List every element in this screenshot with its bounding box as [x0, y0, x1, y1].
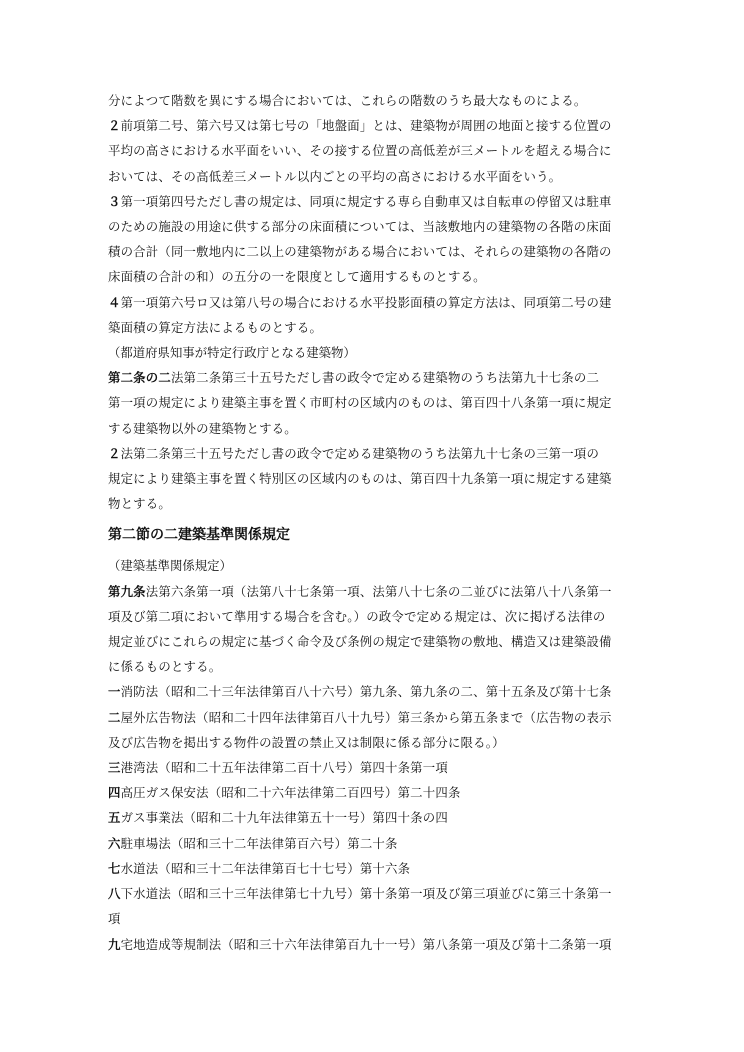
list-item-continuation: 及び広告物を掲出する物件の設置の禁止又は制限に係る部分に限る。）	[108, 734, 505, 750]
paragraph-line: 分によつて階数を異にする場合においては、これらの階数のうち最大なものによる。	[108, 93, 587, 108]
item-text: 水道法（昭和三十二年法律第百七十七号）第十六条	[120, 860, 411, 876]
item-text: 港湾法（昭和二十五年法律第二百十八号）第四十条第一項	[120, 760, 448, 776]
list-item	[108, 679, 636, 704]
paragraph-line	[108, 290, 636, 315]
article-line: 第一項の規定により建築主事を置く市町村の区域内のものは、第百四十八条第一項に規定	[108, 395, 612, 411]
item-number: 九	[108, 936, 121, 952]
item-number: 六	[108, 835, 121, 851]
paragraph-text: 第一項第六号ロ又は第八号の場合における水平投影面積の算定方法は、同項第二号の建	[120, 294, 612, 310]
article-caption: （建築基準関係規定）	[108, 558, 232, 574]
paragraph-line: 物とする。	[108, 496, 171, 512]
section-heading: 第二節の二建築基準関係規定	[108, 527, 290, 544]
item-number: 八	[108, 886, 121, 902]
paragraph-number: ４	[108, 294, 121, 310]
paragraph-number: ３	[108, 193, 121, 209]
item-text: 駐車場法（昭和三十二年法律第百六号）第二十条	[120, 835, 398, 851]
paragraph-line: 規定により建築主事を置く特別区の区域内のものは、第百四十九条第一項に規定する建築	[108, 471, 612, 487]
paragraph-line: おいては、その高低差三メートル以内ごとの平均の高さにおける水平面をいう。	[108, 168, 562, 184]
article-line: 項及び第二項において準用する場合を含む。）の政令で定める規定は、次に掲げる法律の	[108, 608, 606, 624]
item-text: 消防法（昭和二十三年法律第百八十六号）第九条、第九条の二、第十五条及び第十七条	[120, 684, 612, 700]
article-line	[108, 579, 636, 604]
paragraph-line: 平均の高さにおける水平面をいい、その接する位置の高低差が三メートルを超える場合に	[108, 143, 612, 159]
list-item	[108, 705, 636, 730]
paragraph-line	[108, 441, 636, 466]
article-line: に係るものとする。	[108, 659, 222, 675]
paragraph-line: のための施設の用途に供する部分の床面積については、当該敷地内の建築物の各階の床面	[108, 219, 612, 235]
document-page	[108, 88, 636, 957]
article-line: する建築物以外の建築物とする。	[108, 420, 297, 436]
list-item	[108, 881, 636, 906]
paragraph-text: 第一項第四号ただし書の規定は、同項に規定する専ら自動車又は自転車の停留又は駐車	[120, 193, 612, 209]
item-number: 四	[108, 785, 121, 801]
paragraph-text: 法第二条第三十五号ただし書の政令で定める建築物のうち法第九十七条の三第一項の	[120, 445, 600, 461]
list-item	[108, 856, 636, 881]
article-line	[108, 365, 636, 390]
item-number: 三	[108, 760, 121, 776]
item-text: 屋外広告物法（昭和二十四年法律第百八十九号）第三条から第五条まで（広告物の表示	[120, 709, 612, 725]
article-text: 法第二条第三十五号ただし書の政令で定める建築物のうち法第九十七条の二	[170, 370, 600, 386]
article-line: 規定並びにこれらの規定に基づく命令及び条例の規定で建築物の敷地、構造又は建築設備	[108, 634, 612, 650]
paragraph-line: 床面積の合計の和）の五分の一を限度として適用するものとする。	[108, 269, 486, 285]
paragraph-text: 前項第二号、第六号又は第七号の「地盤面」とは、建築物が周囲の地面と接する位置の	[120, 118, 612, 134]
list-item	[108, 780, 636, 805]
list-item	[108, 932, 636, 957]
item-text: 宅地造成等規制法（昭和三十六年法律第百九十一号）第八条第一項及び第十二条第一項	[120, 936, 612, 952]
list-item	[108, 755, 636, 780]
paragraph-number: ２	[108, 445, 121, 461]
paragraph-line	[108, 189, 636, 214]
list-item-continuation: 項	[108, 911, 121, 927]
paragraph-line	[108, 113, 636, 138]
list-item	[108, 831, 636, 856]
paragraph-number: ２	[108, 118, 121, 134]
paragraph-line: 築面積の算定方法によるものとする。	[108, 319, 323, 335]
item-text: 下水道法（昭和三十三年法律第七十九号）第十条第一項及び第三項並びに第三十条第一	[120, 886, 612, 902]
item-number: 一	[108, 684, 121, 700]
item-number: 二	[108, 709, 121, 725]
article-caption: （都道府県知事が特定行政庁となる建築物）	[108, 345, 356, 361]
article-text: 法第六条第一項（法第八十七条第一項、法第八十七条の二並びに法第八十八条第一	[145, 583, 612, 599]
item-text: 高圧ガス保安法（昭和二十六年法律第二百四号）第二十四条	[120, 785, 461, 801]
paragraph-line: 積の合計（同一敷地内に二以上の建築物がある場合においては、それらの建築物の各階の	[108, 244, 612, 260]
item-number: 五	[108, 810, 121, 826]
item-text: ガス事業法（昭和二十九年法律第五十一号）第四十条の四	[120, 810, 448, 826]
list-item	[108, 805, 636, 830]
item-number: 七	[108, 860, 121, 876]
article-heading: 第二条の二	[108, 370, 171, 386]
article-heading: 第九条	[108, 583, 146, 599]
